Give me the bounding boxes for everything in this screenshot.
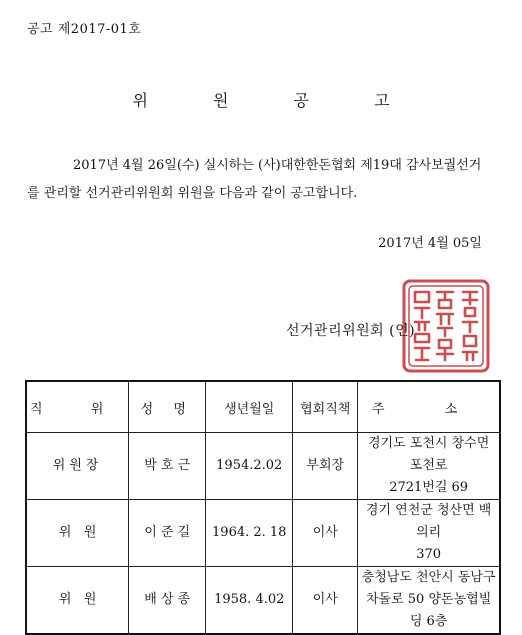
body-line-2: 를 관리할 선거관리위원회 위원을 다음과 같이 공고합니다. xyxy=(27,186,358,201)
cell-address xyxy=(358,433,500,500)
document-date: 2017년 4월 05일 xyxy=(378,236,482,251)
address-line-1: 경기도 포천시 창수면 포천로 xyxy=(367,436,490,473)
table-row xyxy=(26,500,500,567)
cell-birth: 1958. 4.02 xyxy=(206,567,293,635)
notice-number: 공고 제2017-01호 xyxy=(27,22,142,37)
address-line-2: 370 xyxy=(416,547,442,562)
committee-members-table xyxy=(25,380,501,635)
address-line-2: 2721번길 69 xyxy=(389,480,469,495)
cell-position: 위 원 xyxy=(26,567,129,635)
address-line-1: 경기 연천군 청산면 백의리 xyxy=(365,503,492,540)
cell-name: 박 호 근 xyxy=(129,433,206,500)
cell-address xyxy=(358,500,500,567)
address-line-2: 차돌로 50 양돈농협빌딩 6층 xyxy=(365,592,492,629)
committee-signature: 선거관리위원회 (인) xyxy=(286,323,416,339)
table-row xyxy=(26,433,500,500)
table-row xyxy=(26,567,500,635)
table-header-row xyxy=(26,381,500,433)
cell-role: 이사 xyxy=(293,500,358,567)
cell-role: 이사 xyxy=(293,567,358,635)
body-line-1: 2017년 4월 26일(수) 실시하는 (사)대한한돈협회 제19대 감사보궐선거 xyxy=(73,158,482,173)
header-birth: 생년월일 xyxy=(206,381,293,433)
header-role: 협회직책 xyxy=(293,381,358,433)
header-address: 주 소 xyxy=(358,381,500,433)
cell-position: 위원장 xyxy=(26,433,129,500)
notice-body xyxy=(27,152,502,208)
address-line-1: 충청남도 천안시 동남구 xyxy=(361,570,496,585)
cell-role: 부회장 xyxy=(293,433,358,500)
cell-name: 이 준 길 xyxy=(129,500,206,567)
cell-name: 배 상 종 xyxy=(129,567,206,635)
cell-address xyxy=(358,567,500,635)
header-name: 성 명 xyxy=(129,381,206,433)
header-position: 직 위 xyxy=(26,381,129,433)
cell-birth: 1964. 2. 18 xyxy=(206,500,293,567)
cell-birth: 1954.2.02 xyxy=(206,433,293,500)
document-title: 위 원 공 고 xyxy=(132,91,420,110)
cell-position: 위 원 xyxy=(26,500,129,567)
